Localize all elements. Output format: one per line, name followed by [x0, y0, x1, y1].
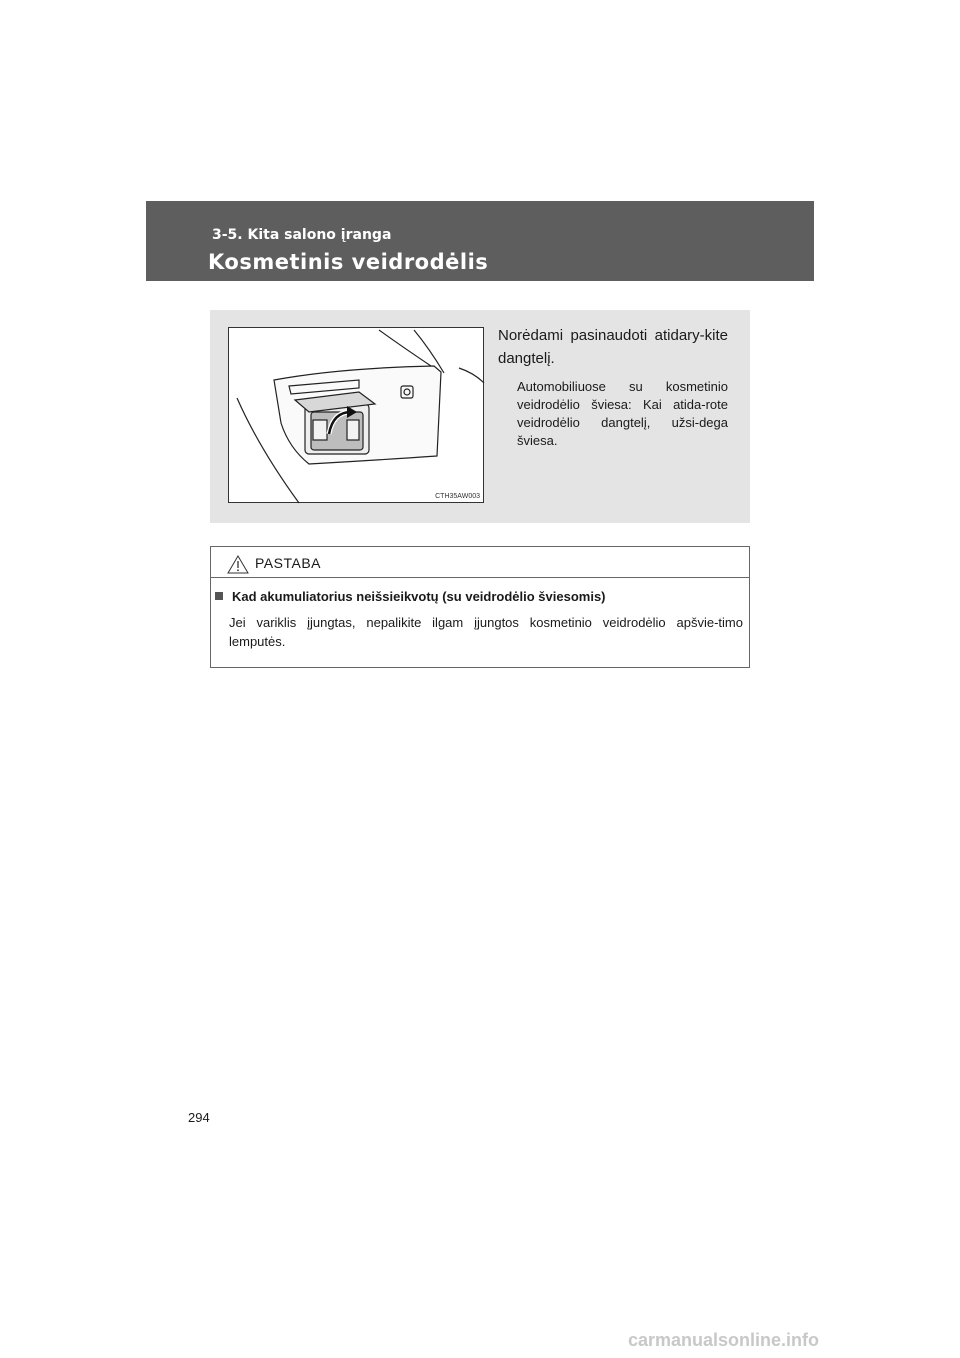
vanity-mirror-illustration — [228, 327, 484, 503]
notice-heading-text: Kad akumuliatorius neišsieikvotų (su veidrodėlio šviesomis) — [232, 589, 606, 604]
section-header — [146, 201, 814, 281]
section-label: 3-5. Kita salono įranga — [212, 227, 392, 243]
notice-heading — [215, 589, 606, 604]
notice-box — [210, 546, 750, 668]
notice-header — [211, 547, 749, 578]
instruction-text: Norėdami pasinaudoti atidary-kite dangtelį. — [498, 327, 728, 367]
light-note-text: Automobiliuose su kosmetinio veidrodėlio šviesa: Kai atida-rote veidrodėlio dangtelį, užsi-dega šviesa. — [517, 379, 728, 448]
warning-triangle-icon — [227, 555, 249, 574]
notice-text: Jei variklis įjungtas, nepalikite ilgam įjungtos kosmetinio veidrodėlio apšvie-timo lemputės. — [229, 615, 743, 649]
info-box — [210, 310, 750, 523]
page-number: 294 — [188, 1110, 210, 1125]
vanity-mirror-drawing — [229, 328, 485, 504]
bullet-square-icon — [215, 592, 223, 600]
figure-code: CTH35AW003 — [435, 493, 480, 500]
watermark: carmanualsonline.info — [628, 1330, 820, 1350]
page-title: Kosmetinis veidrodėlis — [208, 250, 489, 274]
notice-label: PASTABA — [255, 555, 322, 571]
